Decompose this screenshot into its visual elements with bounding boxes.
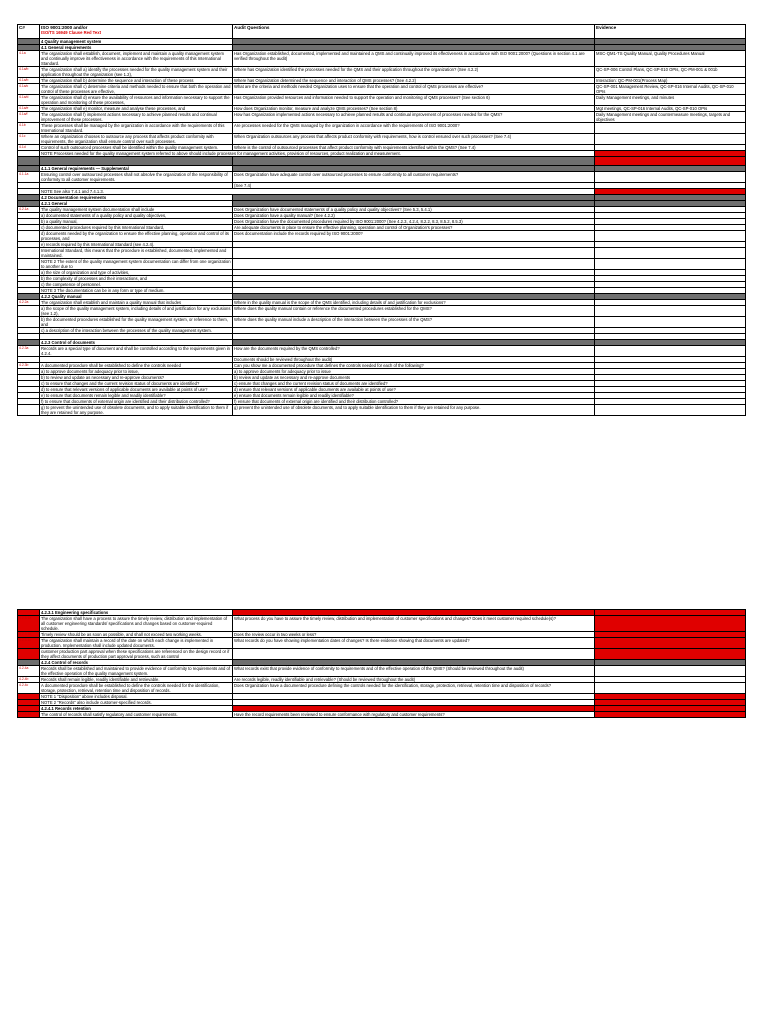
- requirement-text: The control of records shall satisfy regulatory and customer requirements.: [40, 712, 233, 718]
- audit-question: Does Organization have the documented procedures required by ISO 9001:2000? (See 4.2.3, 4.2.4, 8.2.2, 8.3, 8.5.2, 8.5.3): [233, 219, 595, 225]
- audit-checklist-body-2: [18, 610, 746, 718]
- evidence-text: QC-SP-006 Control Plans, QC-SP-010 OPIs, QC-PM-001 & 001b: [595, 67, 746, 78]
- requirement-text: Where an organization chooses to outsource any process that affects product conformity with requirements, the organization shall ensure control over such processes.: [40, 134, 233, 145]
- audit-question: [233, 259, 595, 270]
- requirement-text: e) records required by this International Standard (see 4.2.4).: [40, 242, 233, 248]
- requirement-text: b) the complexity of processes and their interactions, and: [40, 276, 233, 282]
- requirement-text: d) documents needed by the organization to ensure the effective planning, operation and control of its processes, and: [40, 231, 233, 242]
- evidence-text: QC-SP-001 Management Review, QC-SP-016 Internal Audits, QC-SP-010 OPIs: [595, 84, 746, 95]
- requirement-text: The quality management system documentation shall include: [40, 207, 233, 213]
- clause-ref: [18, 317, 40, 328]
- audit-question: a) to approve documents for adequacy prior to issue: [233, 369, 595, 375]
- evidence-text: [595, 649, 746, 660]
- evidence-text: [595, 616, 746, 632]
- requirement-text: NOTE 3 The documentation can be in any form or type of medium.: [40, 288, 233, 294]
- standard-header: [40, 25, 233, 39]
- audit-question: Where in the quality manual is the scope of the QMS identified, including details of and justification for exclusions?: [233, 300, 595, 306]
- audit-question: Are adequate documents in place to ensure the effective planning, operation and control of Organization's processes?: [233, 225, 595, 231]
- audit-question: Has Organization provided resources and information needed to support the operation and monitoring of QMS processes? (See section 6): [233, 95, 595, 106]
- requirement-row: [18, 134, 746, 145]
- audit-checklist-table-1: [17, 24, 746, 416]
- clause-ref: [18, 306, 40, 317]
- clause-ref: 4.1c: [18, 134, 40, 145]
- clause-ref: 4.2.4a: [18, 666, 40, 677]
- requirement-text: These processes shall be managed by the organization in accordance with the requirements of this International Standard.: [40, 123, 233, 134]
- audit-question: d) ensure that relevant versions of applicable documents are available at points of use?: [233, 387, 595, 393]
- requirement-row: [18, 67, 746, 78]
- requirement-row: [18, 346, 746, 357]
- requirement-row: [18, 106, 746, 112]
- standard-subtitle: ISO/TS 16949 Clause Red Text: [41, 30, 101, 35]
- audit-questions-header: Audit Questions: [233, 25, 595, 39]
- audit-question: How has Organization implemented actions necessary to achieve planned results and continual improvement of processes needed for the QMS?: [233, 112, 595, 123]
- requirement-row: [18, 317, 746, 328]
- requirement-text: The organization shall d) ensure the availability of resources and information necessary to support the operation and monitoring of these processes,: [40, 95, 233, 106]
- audit-question: g) prevent the unintended use of obsolete documents, and to apply suitable identification to them if they are retained for any purpose.: [233, 405, 595, 416]
- audit-question: What records exist that provide evidence of conformity to requirements and of the effective operation of the QMS? (Should be reviewed throughout the audit): [233, 666, 595, 677]
- clause-ref: [18, 259, 40, 270]
- clause-ref: [18, 248, 40, 259]
- section-title: 4.2.3 Control of documents: [40, 340, 233, 346]
- requirement-text: The organization shall c) determine criteria and methods needed to ensure that both the operation and control of these processes are effective,: [41, 84, 231, 94]
- section-title: 4.2.2 Quality manual: [40, 294, 233, 300]
- audit-question: What are the criteria and methods needed Organization uses to ensure that the operation and control of QMS processes are effective?: [233, 84, 595, 95]
- clause-ref: 4.2.4b: [18, 677, 40, 683]
- audit-question: [233, 248, 595, 259]
- evidence-text: [595, 683, 746, 694]
- audit-question: Have the record requirements been reviewed to ensure conformance with regulatory and customer requirements?: [233, 712, 595, 718]
- requirement-row: [18, 306, 746, 317]
- audit-question: Does Organization have a quality manual? (See 4.2.2): [233, 213, 595, 219]
- clause-ref: 4.1b: [18, 123, 40, 134]
- clause-ref: 4.1a/b: [18, 78, 40, 84]
- requirement-text: Records are a special type of document and shall be controlled according to the requirements given in 4.2.4.: [40, 346, 233, 357]
- audit-question: (See 7.4): [233, 183, 595, 189]
- evidence-text: Daily Management meetings and countermeasure meetings, targets and objectives: [595, 112, 746, 123]
- section-title: 4.2.1 General: [40, 201, 233, 207]
- evidence-text: [595, 666, 746, 677]
- requirement-text: International Standard, this means that the procedure is established, documented, implemented and maintained.: [40, 248, 233, 259]
- requirement-text: a) documented statements of a quality policy and quality objectives,: [40, 213, 233, 219]
- requirement-text: b) the documented procedures established for the quality management system, or reference to them, and: [40, 317, 233, 328]
- audit-question: Does Organization have documented statements of a quality policy and quality objectives? (See 5.3, 5.4.1): [233, 207, 595, 213]
- audit-question: b) review and update as necessary and re-approve documents: [233, 375, 595, 381]
- audit-checklist-body-1: [18, 25, 746, 416]
- section-title: 4.2.4.1 Records retention: [40, 706, 233, 712]
- requirement-text: The organization shall b) determine the sequence and interaction of these process: [40, 78, 233, 84]
- requirement-text: The organization shall a) identify the processes needed for the quality management system and their application throughout the organization (see 1.2),: [40, 67, 233, 78]
- requirement-text: NOTE 1 "Disposition" above includes disposal.: [40, 694, 233, 700]
- evidence-text: [595, 231, 746, 242]
- requirement-text: b) to review and update as necessary and re-approve documents?: [40, 375, 233, 381]
- requirement-text: c) a description of the interaction between the processes of the quality management system.: [40, 328, 233, 334]
- standard-title: ISO 9001:2000 and/or: [41, 25, 88, 30]
- audit-question: Where is the control of outsourced processes that affect product conformity with requirements identified within the QMS? (See 7.4): [233, 145, 595, 151]
- evidence-text: [595, 346, 746, 357]
- audit-question: Are records legible, readily identifiable and retrievable? (Should be reviewed throughout the audit): [233, 677, 595, 683]
- evidence-text: [595, 638, 746, 649]
- audit-question: Documents should be reviewed throughout the audit): [233, 357, 595, 363]
- clause-ref: 4.2.3a: [18, 346, 40, 357]
- audit-question: What records do you have showing implementation dates of changes? Is there evidence showing that documents are updated?: [233, 638, 595, 649]
- requirement-row: [18, 95, 746, 106]
- audit-question: Does Organization have adequate control over outsourced processes to ensure conformity to all customer requirements?: [233, 172, 595, 183]
- audit-question: Can you show me a documented procedure that defines the controls needed for each of the following?: [233, 363, 595, 369]
- audit-question: [233, 649, 595, 660]
- clause-ref: 4.1a/c: [18, 84, 40, 95]
- section-title: 4.2.3.1 Engineering specifications: [40, 610, 233, 616]
- audit-question: c) ensure that changes and the current revision status of documents are identified?: [233, 381, 595, 387]
- audit-checklist-table-2: [17, 609, 746, 718]
- requirement-text: b) a quality manual,: [40, 219, 233, 225]
- evidence-text: [595, 405, 746, 416]
- evidence-text: [595, 259, 746, 270]
- audit-question: Does documentation include the records required by ISO 9001:2000?: [233, 231, 595, 242]
- evidence-text: MSC-QM1-TS Quality Manual, Quality Procedures Manual: [595, 51, 746, 67]
- requirement-text: The organization shall maintain a record of the date on which each change is implemented in production. Implementation shall include updated documents.: [40, 638, 233, 649]
- clause-ref: 4.1a: [18, 51, 40, 67]
- clause-ref: 4.1.1a: [18, 172, 40, 183]
- audit-question: Where has Organization identified the processes needed for the QMS and their application throughout the organization? (See 4.2.2): [233, 67, 595, 78]
- requirement-row: [18, 638, 746, 649]
- separator-cell: [18, 157, 40, 166]
- requirement-text: A documented procedure shall be established to define the controls needed: [40, 363, 233, 369]
- audit-question: Does Organization have a documented procedure defining the controls needed for the identification, storage, protection, retrieval, retention time and disposition of records?: [233, 683, 595, 694]
- clause-ref: [18, 231, 40, 242]
- requirement-row: [18, 683, 746, 694]
- audit-question: How does Organization monitor, measure and analyze QMS processes? (See section 8): [233, 106, 595, 112]
- evidence-text: [595, 172, 746, 183]
- requirement-row: [18, 123, 746, 134]
- requirement-row: [18, 78, 746, 84]
- audit-question: e) ensure that documents remain legible and readily identifiable?: [233, 393, 595, 399]
- requirement-row: [18, 616, 746, 632]
- evidence-text: Interaction: QC-PM-001(Process Map): [595, 78, 746, 84]
- section-title: 4.2.4 Control of records: [40, 660, 233, 666]
- clause-no-header: C#: [18, 25, 40, 39]
- clause-ref: [18, 649, 40, 660]
- requirement-text: a) to approve documents for adequacy prior to issue,: [40, 369, 233, 375]
- clause-ref: [18, 405, 40, 416]
- requirement-row: [18, 231, 746, 242]
- requirement-text: c) documented procedures required by this International Standard,: [40, 225, 233, 231]
- requirement-text: a) the size of organization and type of activities,: [40, 270, 233, 276]
- requirement-text: The organization shall e) monitor, measure and analyse these processes, and: [40, 106, 233, 112]
- requirement-row: [18, 666, 746, 677]
- requirement-text: Control of such outsourced processes shall be identified within the quality management system.: [40, 145, 233, 151]
- requirement-row: [18, 112, 746, 123]
- audit-question: Where has Organization determined the sequence and interaction of QMS processes? (See 4.2.2): [233, 78, 595, 84]
- clause-ref: 4.2.3.1b: [18, 632, 40, 638]
- note-text: NOTE Processes needed for the quality management system referred to above should include processes for management activities, provision of resources, product realization and measurement.: [40, 151, 595, 157]
- requirement-row: [18, 248, 746, 259]
- evidence-header: Evidence: [595, 25, 746, 39]
- requirement-text: Records shall remain legible, readily identifiable and retrievable.: [40, 677, 233, 683]
- section-title: 4.1.1 General requirements — Supplemental: [40, 166, 233, 172]
- requirement-text: The organization shall establish, document, implement and maintain a quality management system and continually improve its effectiveness in accordance with the requirements of this International Standard.: [40, 51, 233, 67]
- evidence-text: [595, 248, 746, 259]
- requirement-text: NOTE 2 "Records" also include customer-specified records.: [40, 700, 233, 706]
- evidence-text: [595, 134, 746, 145]
- section-title: 4.1 General requirements: [40, 45, 233, 51]
- audit-question: What process do you have to assure the timely review, distribution and implementation of customer specifications and changes? Does it meet customer required schedule(s)?: [233, 616, 595, 632]
- clause-ref: 4.2.4.1a: [18, 712, 40, 718]
- note-text: NOTE See also 7.4.1 and 7.4.1.3.: [40, 189, 595, 195]
- requirement-text: Timely review should be as soon as possible, and shall not exceed two working weeks.: [40, 632, 233, 638]
- clause-ref: 4.2.3.1c: [18, 638, 40, 649]
- requirement-text: The organization shall have a process to assure the timely review, distribution and implementation of all customer engineering standards/ specifications and changes based on customer-required schedule.: [40, 616, 233, 632]
- audit-question: f) ensure that documents of external origin are identified and their distribution controlled?: [233, 399, 595, 405]
- audit-question: Does the review occur in two weeks or less?: [233, 632, 595, 638]
- requirement-text: g) to prevent the unintended use of obsolete documents, and to apply suitable identification to them if they are retained for any purpose.: [40, 405, 233, 416]
- audit-question: Are processes needed for the QMS managed by the organization in accordance with the requirements of ISO 9001:2000?: [233, 123, 595, 134]
- requirement-row: [18, 649, 746, 660]
- header-row: [18, 25, 746, 39]
- clause-ref: 4.1a/b: [18, 67, 40, 78]
- requirement-text: The organization shall f) implement actions necessary to achieve planned results and continual improvement of these processes.: [40, 112, 233, 123]
- clause-ref: 4.2.3b: [18, 363, 40, 369]
- requirement-text: e) to ensure that documents remain legible and readily identifiable?: [40, 393, 233, 399]
- audit-question: Has Organization established, documented, implemented and maintained a QMS and continually improved its effectiveness in accordance with ISO 9001:2000? (Questions in section 4.1 are verified throughout the audit): [233, 51, 595, 67]
- separator-cell: [595, 157, 746, 166]
- evidence-text: [595, 306, 746, 317]
- evidence-text: [595, 317, 746, 328]
- requirement-text: customer production part approval when these specifications are referenced on the design record or if they affect documents of production part approval process, such as control: [40, 649, 233, 660]
- requirement-row: [18, 712, 746, 718]
- audit-question: Where does the quality manual contain or reference the documented procedures established for the QMS?: [233, 306, 595, 317]
- requirement-text: f) to ensure that documents of external origin are identified and their distribution controlled?: [40, 399, 233, 405]
- evidence-text: Daily Management meetings, and minutes: [595, 95, 746, 106]
- requirement-text: d) to ensure that relevant versions of applicable documents are available at points of use?: [40, 387, 233, 393]
- section-title: 4.2 Documentation requirements: [40, 195, 233, 201]
- clause-ref: 4.2.1a: [18, 207, 40, 213]
- requirement-row: [18, 84, 746, 95]
- requirement-row: [18, 405, 746, 416]
- audit-question: How are the documents required by the QMS controlled?: [233, 346, 595, 357]
- requirement-row: [18, 172, 746, 183]
- audit-question: Where does the quality manual include a description of the interaction between the processes of the QMS?: [233, 317, 595, 328]
- evidence-text: [595, 712, 746, 718]
- clause-ref: 4.2.3.1a: [18, 616, 40, 632]
- requirement-text: The organization shall establish and maintain a quality manual that includes: [40, 300, 233, 306]
- requirement-text: c) to ensure that changes and the current revision status of documents are identified?: [40, 381, 233, 387]
- separator-cell: [233, 157, 595, 166]
- clause-ref: 4.2.4c: [18, 683, 40, 694]
- requirement-text: c) the competence of personnel.: [40, 282, 233, 288]
- requirement-row: [18, 259, 746, 270]
- requirement-row: [18, 51, 746, 67]
- clause-ref: 4.1a/d: [18, 95, 40, 106]
- clause-ref: 4.1d: [18, 145, 40, 151]
- audit-question: When Organization outsources any process that affects product conformity with requirements, how is control ensured over such processes? (See 7.4): [233, 134, 595, 145]
- requirement-text: A documented procedure shall be established to define the controls needed for the identification, storage, protection, retrieval, retention time and disposition of records.: [40, 683, 233, 694]
- evidence-text: Mgt meetings, QC-SP-016 Internal Audits, QC-SP-010 OPIs: [595, 106, 746, 112]
- section-title: 4 Quality management system: [40, 39, 233, 45]
- clause-ref: 4.1a/f: [18, 112, 40, 123]
- evidence-text: [595, 123, 746, 134]
- requirement-text: Ensuring control over outsourced processes shall not absolve the organization of the responsibility of conformity to all customer requirements.: [40, 172, 233, 183]
- clause-ref: 4.2.2a: [18, 300, 40, 306]
- requirement-text: NOTE 2 The extent of the quality management system documentation can differ from one organization to another due to: [41, 259, 231, 269]
- separator-row: [18, 157, 746, 166]
- separator-cell: [40, 157, 233, 166]
- requirement-text: a) the scope of the quality management system, including details of and justification for any exclusions (see 1.2),: [40, 306, 233, 317]
- requirement-text: Records shall be established and maintained to provide evidence of conformity to requirements and of the effective operation of the quality management system.: [40, 666, 233, 677]
- clause-ref: 4.1a/e: [18, 106, 40, 112]
